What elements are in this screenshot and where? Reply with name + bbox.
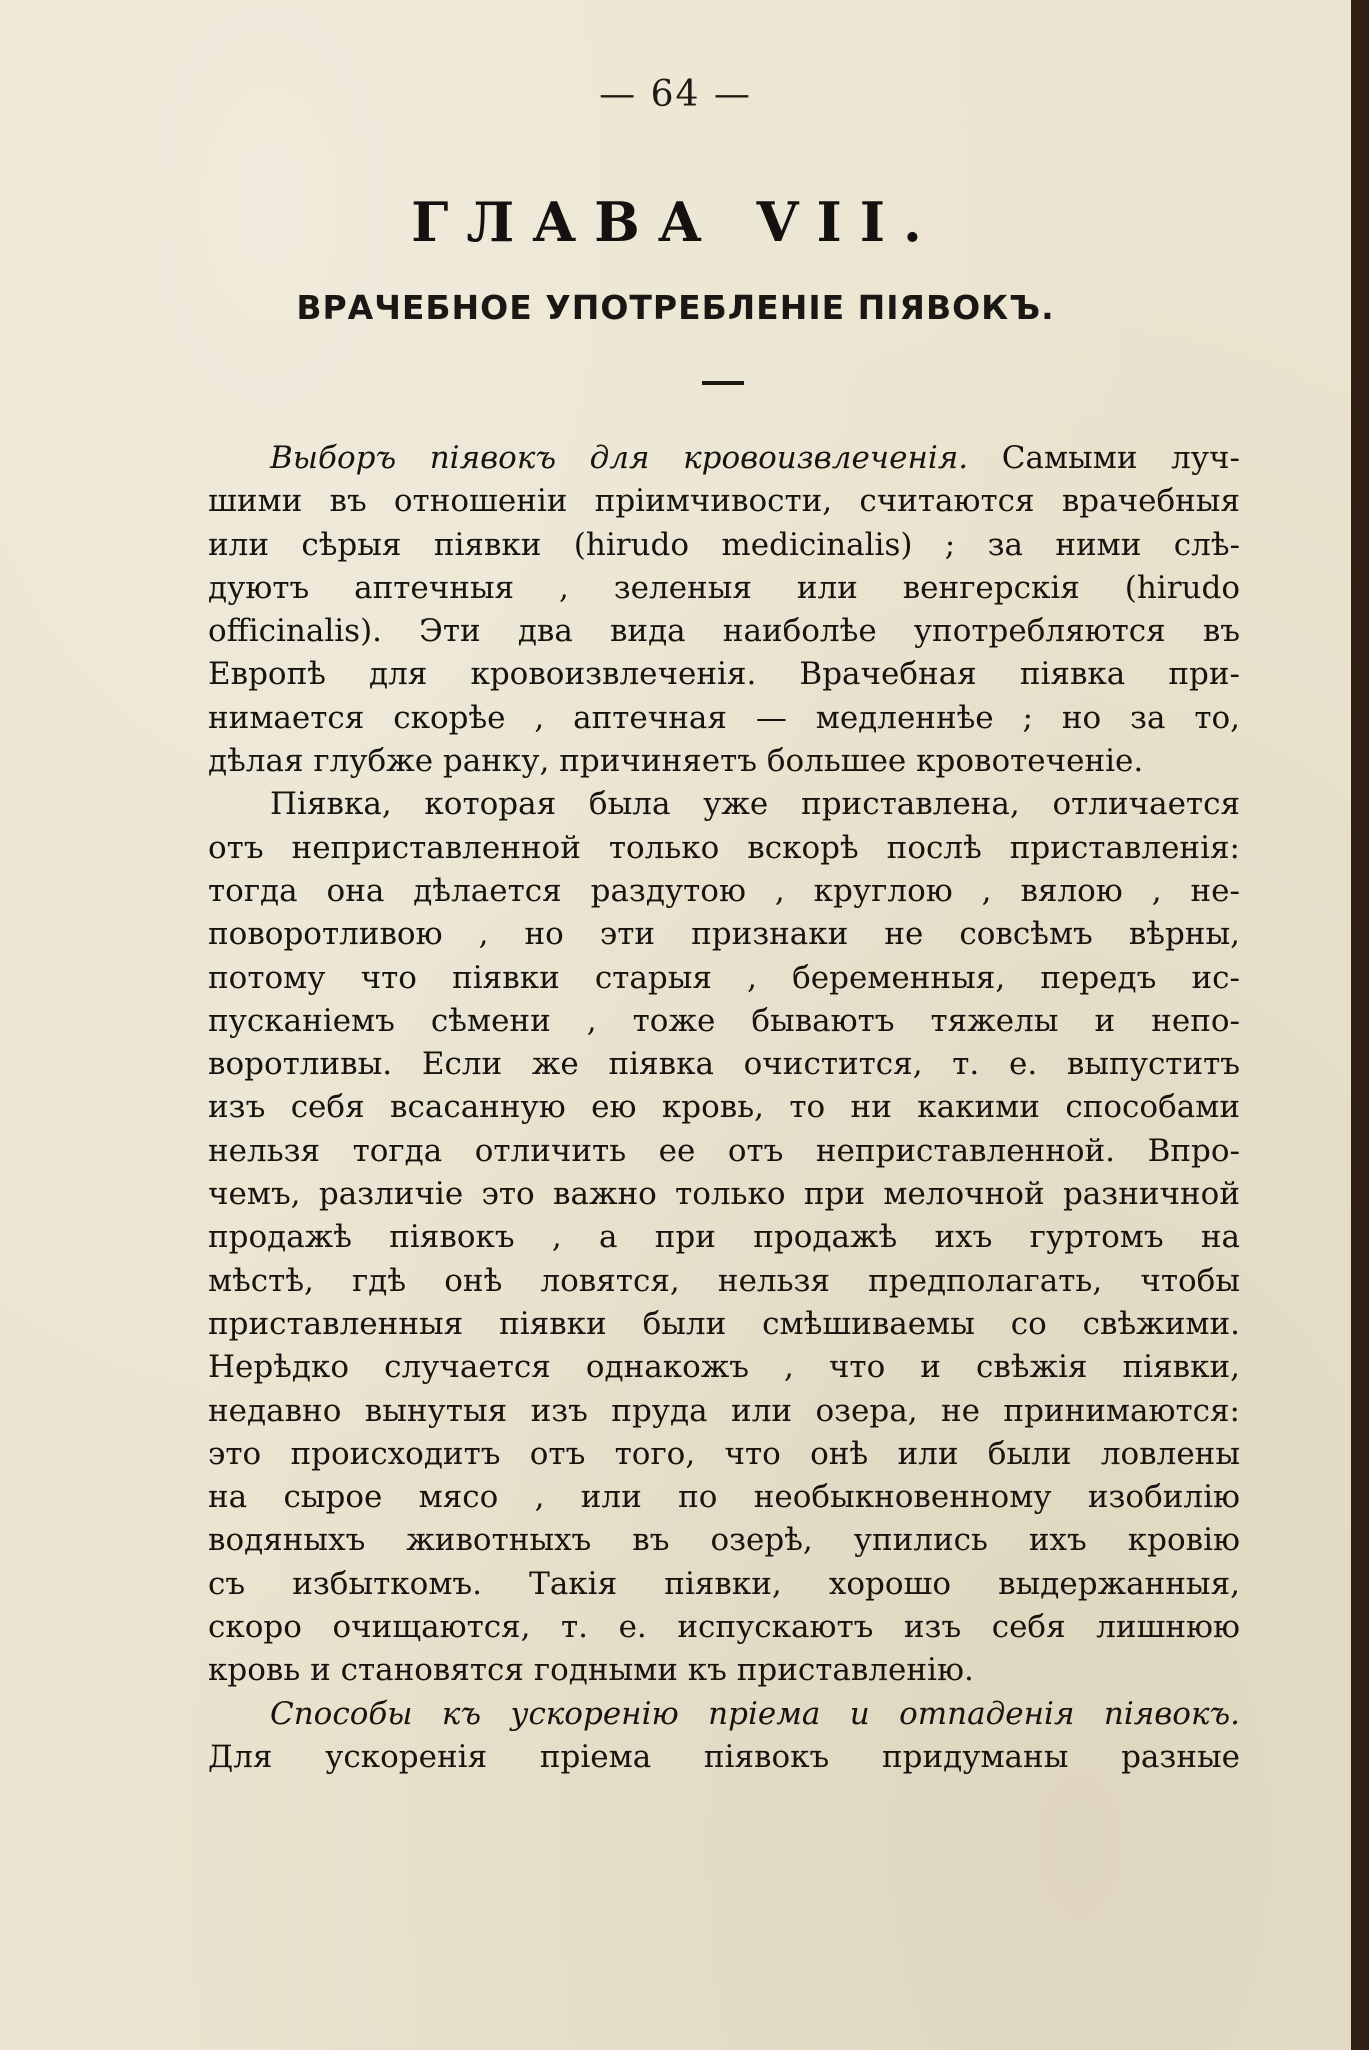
text-line <box>208 653 1240 696</box>
line-text: поворотливою , но эти признаки не совсѣмъ вѣрны, <box>208 916 1240 953</box>
line-text: скоро очищаются, т. е. испускаютъ изъ себя лишнюю <box>208 1609 1240 1646</box>
text-line <box>208 567 1240 610</box>
text-line <box>208 1519 1240 1562</box>
line-text: водяныхъ животныхъ въ озерѣ, упились ихъ кровію <box>208 1522 1240 1559</box>
line-text: недавно вынутыя изъ пруда или озера, не принимаются: <box>208 1392 1240 1429</box>
line-text: Европѣ для кровоизвлеченія. Врачебная піявка при- <box>208 656 1240 693</box>
line-text: Для ускоренія пріема піявокъ придуманы разные <box>208 1738 1240 1775</box>
line-text: дуютъ аптечныя , зеленыя или венгерскія (hirudo <box>208 569 1240 606</box>
line-text: шими въ отношеніи пріимчивости, считаются врачебныя <box>208 483 1240 520</box>
text-line <box>208 1130 1240 1173</box>
text-line <box>208 1303 1240 1346</box>
text-line <box>208 1086 1240 1129</box>
text-line <box>208 1260 1240 1303</box>
line-text: на сырое мясо , или по необыкновенному изобилію <box>208 1479 1240 1516</box>
text-line <box>208 740 1240 783</box>
text-line <box>208 870 1240 913</box>
chapter-title: ГЛАВА VII. <box>411 190 940 254</box>
line-text: отъ неприставленной только вскорѣ послѣ приставленія: <box>208 829 1240 866</box>
text-line <box>208 1390 1240 1433</box>
line-text: мѣстѣ, гдѣ онѣ ловятся, нельзя предполагать, чтобы <box>208 1262 1240 1299</box>
italic-heading-text: Выборъ піявокъ для кровоизвлеченія. <box>270 440 969 476</box>
text-line <box>208 827 1240 870</box>
line-text-tail: Самыми луч- <box>968 440 1240 476</box>
line-text: пусканіемъ сѣмени , тоже бываютъ тяжелы и непо- <box>208 1002 1240 1039</box>
line-text: приставленныя піявки были смѣшиваемы со свѣжими. <box>208 1305 1240 1342</box>
line-text: кровь и становятся годными къ приставленію. <box>208 1652 974 1689</box>
text-line <box>208 1346 1240 1389</box>
text-line <box>208 610 1240 653</box>
body-text <box>208 437 1240 1779</box>
text-line <box>208 1606 1240 1649</box>
line-text: съ избыткомъ. Такія піявки, хорошо выдержанныя, <box>208 1565 1240 1602</box>
text-line <box>208 480 1240 523</box>
text-line <box>208 783 1240 826</box>
line-text: тогда она дѣлается раздутою , круглою , вялою , не- <box>208 872 1240 909</box>
line-text: Нерѣдко случается однакожъ , что и свѣжія піявки, <box>208 1349 1240 1386</box>
text-line <box>208 913 1240 956</box>
text-line <box>208 957 1240 1000</box>
text-line <box>208 697 1240 740</box>
chapter-subtitle: ВРАЧЕБНОЕ УПОТРЕБЛЕНІЕ ПІЯВОКЪ. <box>296 288 1055 327</box>
line-text: изъ себя всасанную ею кровь, то ни какими способами <box>208 1089 1240 1126</box>
line-text: нельзя тогда отличить ее отъ неприставленной. Впро- <box>208 1132 1240 1169</box>
text-line <box>208 1649 1240 1692</box>
text-line <box>208 1433 1240 1476</box>
text-line <box>208 1563 1240 1606</box>
line-text: officinalis). Эти два вида наиболѣе употребляются въ <box>208 613 1240 650</box>
line-text: продажѣ піявокъ , а при продажѣ ихъ гуртомъ на <box>208 1219 1240 1256</box>
italic-heading-text: Способы къ ускоренію пріема и отпаденія піявокъ. <box>270 1695 1240 1732</box>
text-line <box>208 1693 1240 1736</box>
text-line <box>208 524 1240 567</box>
text-line <box>208 1000 1240 1043</box>
text-line <box>208 437 1240 480</box>
line-text: или сѣрыя піявки (hirudo medicinalis) ; за ними слѣ- <box>208 526 1240 563</box>
text-line <box>208 1216 1240 1259</box>
text-line <box>208 1476 1240 1519</box>
text-line <box>208 1736 1240 1779</box>
line-text: чемъ, различіе это важно только при мелочной разничной <box>208 1176 1240 1213</box>
text-line <box>208 1043 1240 1086</box>
line-text: воротливы. Если же піявка очистится, т. е. выпуститъ <box>208 1046 1240 1083</box>
line-text: Піявка, которая была уже приставлена, отличается <box>270 786 1240 823</box>
line-text: нимается скорѣе , аптечная — медленнѣе ; но за то, <box>208 699 1240 736</box>
page-number: — 64 — <box>599 74 752 115</box>
section-divider <box>702 381 744 385</box>
text-line <box>208 1173 1240 1216</box>
line-text: дѣлая глубже ранку, причиняетъ большее кровотеченіе. <box>208 743 1144 780</box>
line-text: потому что піявки старыя , беременныя, передъ ис- <box>208 959 1240 996</box>
line-text: это происходитъ отъ того, что онѣ или были ловлены <box>208 1435 1240 1472</box>
